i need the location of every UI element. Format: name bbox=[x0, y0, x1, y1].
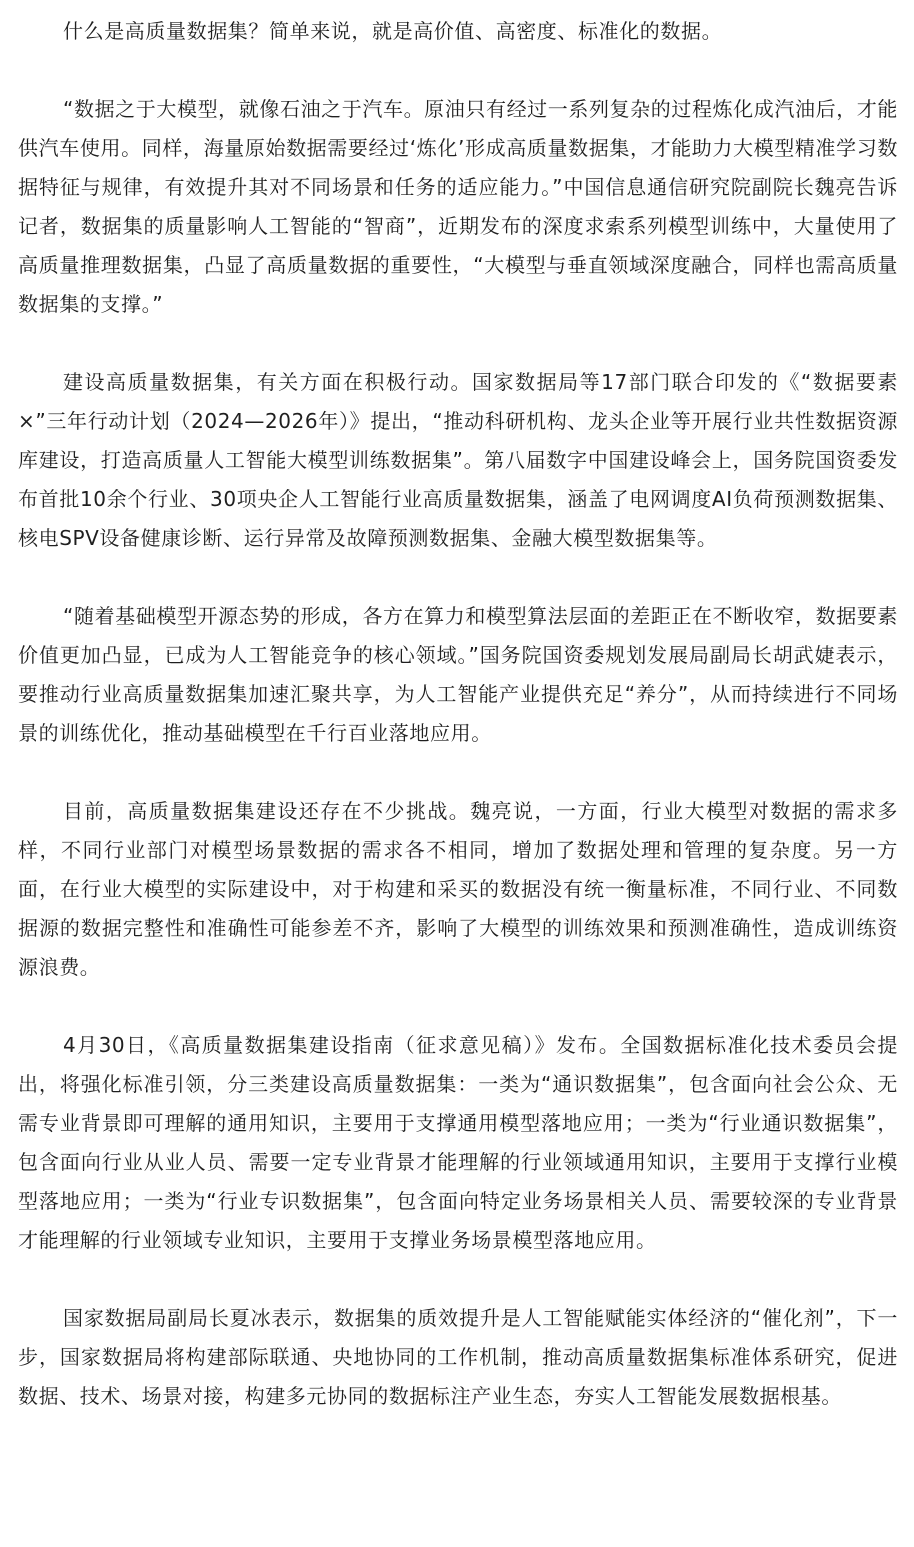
paragraph-guideline-release: 4月30日，《高质量数据集建设指南（征求意见稿）》发布。全国数据标准化技术委员会提出，将强化标准引领，分三类建设高质量数据集：一类为“通识数据集”，包含面向社会公众、无需专业背景即可理解的通用知识，主要用于支撑通用模型落地应用；一类为“行业通识数据集”，包含面向行业从业人员、需要一定专业背景才能理解的行业领域通用知识，主要用于支撑行业模型落地应用；一类为“行业专识数据集”，包含面向特定业务场景相关人员、需要较深的专业背景才能理解的行业领域专业知识，主要用于支撑业务场景模型落地应用。 bbox=[18, 1033, 898, 1252]
paragraph-hu-wujie-quote: “随着基础模型开源态势的形成，各方在算力和模型算法层面的差距正在不断收窄，数据要素价值更加凸显，已成为人工智能竞争的核心领域。”国务院国资委规划发展局副局长胡武婕表示，要推动行业高质量数据集加速汇聚共享，为人工智能产业提供充足“养分”，从而持续进行不同场景的训练优化，推动基础模型在千行百业落地应用。 bbox=[18, 604, 898, 745]
paragraph-xia-bing-statement: 国家数据局副局长夏冰表示，数据集的质效提升是人工智能赋能实体经济的“催化剂”，下一步，国家数据局将构建部际联通、央地协同的工作机制，推动高质量数据集标准体系研究，促进数据、技术、场景对接，构建多元协同的数据标注产业生态，夯实人工智能发展数据根基。 bbox=[18, 1306, 898, 1408]
paragraph-challenges: 目前，高质量数据集建设还存在不少挑战。魏亮说，一方面，行业大模型对数据的需求多样，不同行业部门对模型场景数据的需求各不相同，增加了数据处理和管理的复杂度。另一方面，在行业大模型的实际建设中，对于构建和采买的数据没有统一衡量标准，不同行业、不同数据源的数据完整性和准确性可能参差不齐，影响了大模型的训练效果和预测准确性，造成训练资源浪费。 bbox=[18, 799, 898, 979]
paragraph-wei-liang-quote: “数据之于大模型，就像石油之于汽车。原油只有经过一系列复杂的过程炼化成汽油后，才能供汽车使用。同样，海量原始数据需要经过‘炼化’形成高质量数据集，才能助力大模型精准学习数据特征与规律，有效提升其对不同场景和任务的适应能力。”中国信息通信研究院副院长魏亮告诉记者，数据集的质量影响人工智能的“智商”，近期发布的深度求索系列模型训练中，大量使用了高质量推理数据集，凸显了高质量数据的重要性，“大模型与垂直领域深度融合，同样也需高质量数据集的支撑。” bbox=[18, 97, 898, 316]
paragraph-definition: 什么是高质量数据集？简单来说，就是高价值、高密度、标准化的数据。 bbox=[63, 19, 723, 43]
paragraph-construction-actions: 建设高质量数据集，有关方面在积极行动。国家数据局等17部门联合印发的《“数据要素×”三年行动计划（2024—2026年）》提出，“推动科研机构、龙头企业等开展行业共性数据资源库建设，打造高质量人工智能大模型训练数据集”。第八届数字中国建设峰会上，国务院国资委发布首批10余个行业、30项央企人工智能行业高质量数据集，涵盖了电网调度AI负荷预测数据集、核电SPV设备健康诊断、运行异常及故障预测数据集、金融大模型数据集等。 bbox=[18, 370, 898, 550]
